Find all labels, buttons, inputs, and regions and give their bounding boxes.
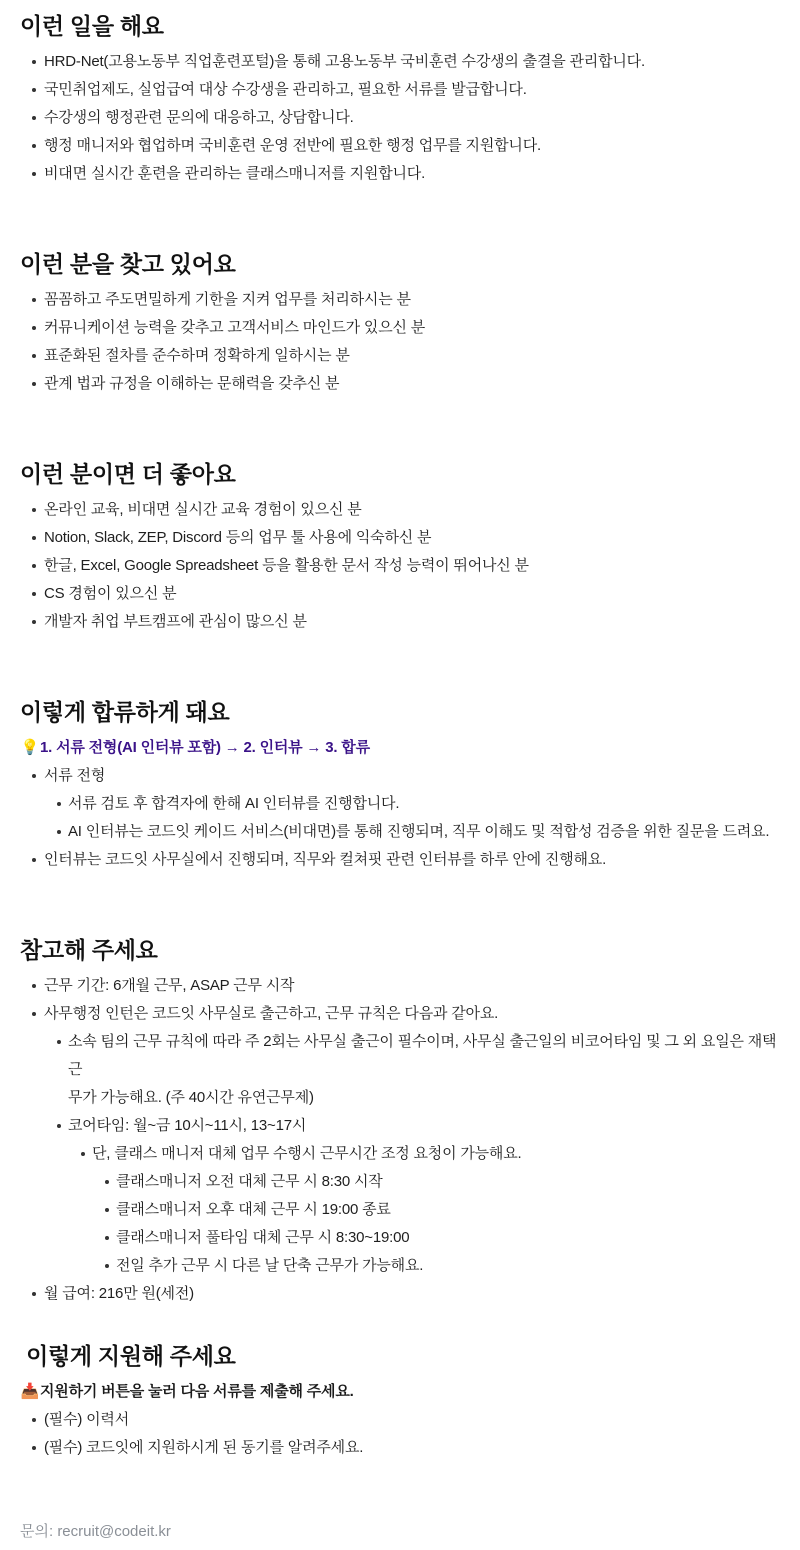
list-item: 온라인 교육, 비대면 실시간 교육 경험이 있으신 분 <box>20 496 780 524</box>
list-item: 관계 법과 규정을 이해하는 문해력을 갖추신 분 <box>20 370 780 398</box>
list-item: 표준화된 절차를 준수하며 정확하게 일하시는 분 <box>20 342 780 370</box>
list-item: 서류 검토 후 합격자에 한해 AI 인터뷰를 진행합니다. <box>20 790 780 818</box>
list-item: 수강생의 행정관련 문의에 대응하고, 상담합니다. <box>20 104 780 132</box>
preferred-section <box>20 458 780 636</box>
list-item: 개발자 취업 부트캠프에 관심이 많으신 분 <box>20 608 780 636</box>
process-list <box>20 762 780 874</box>
notes-list <box>20 972 780 1308</box>
list-item: 서류 전형 <box>20 762 780 790</box>
lightbulb-icon: 💡 <box>20 739 40 756</box>
list-item: AI 인터뷰는 코드잇 케이드 서비스(비대면)를 통해 진행되며, 직무 이해도 및 적합성 검증을 위한 질문을 드려요. <box>20 818 780 846</box>
list-item: 월 급여: 216만 원(세전) <box>20 1280 780 1308</box>
inbox-tray-icon: 📥 <box>20 1383 40 1400</box>
apply-list <box>20 1406 780 1462</box>
list-item: 한글, Excel, Google Spreadsheet 등을 활용한 문서 작성 능력이 뛰어나신 분 <box>20 552 780 580</box>
list-item: Notion, Slack, ZEP, Discord 등의 업무 툴 사용에 익숙하신 분 <box>20 524 780 552</box>
list-item: 클래스매니저 오전 대체 근무 시 8:30 시작 <box>20 1168 780 1196</box>
list-item: 인터뷰는 코드잇 사무실에서 진행되며, 직무와 컬쳐핏 관련 인터뷰를 하루 안에 진행해요. <box>20 846 780 874</box>
list-item: CS 경험이 있으신 분 <box>20 580 780 608</box>
apply-callout <box>20 1378 780 1406</box>
preferred-list <box>20 496 780 636</box>
requirements-heading: 이런 분을 찾고 있어요 <box>20 251 236 277</box>
list-item: 행정 매니저와 협업하며 국비훈련 운영 전반에 필요한 행정 업무를 지원합니다. <box>20 132 780 160</box>
requirements-list <box>20 286 780 398</box>
duties-section <box>20 10 780 188</box>
list-item: 클래스매니저 오후 대체 근무 시 19:00 종료 <box>20 1196 780 1224</box>
office-rule-line: 소속 팀의 근무 규칙에 따라 주 2회는 사무실 출근이 필수이며, 사무실 출근일의 비코어타임 및 그 외 요일은 재택근 <box>68 1033 777 1078</box>
list-item: 클래스매니저 풀타임 대체 근무 시 8:30~19:00 <box>20 1224 780 1252</box>
process-section <box>20 696 780 874</box>
notes-section <box>20 934 780 1308</box>
duties-list <box>20 48 780 188</box>
notes-heading: 참고해 주세요 <box>20 937 158 963</box>
process-callout <box>20 734 780 762</box>
list-item: 커뮤니케이션 능력을 갖추고 고객서비스 마인드가 있으신 분 <box>20 314 780 342</box>
contact-footer[interactable]: 문의: recruit@codeit.kr <box>20 1523 171 1540</box>
list-item: 꼼꼼하고 주도면밀하게 기한을 지켜 업무를 처리하시는 분 <box>20 286 780 314</box>
apply-instruction-text: 지원하기 버튼을 눌러 다음 서류를 제출해 주세요. <box>40 1383 354 1400</box>
list-item: (필수) 코드잇에 지원하시게 된 동기를 알려주세요. <box>20 1434 780 1462</box>
list-item: 전일 추가 근무 시 다른 날 단축 근무가 가능해요. <box>20 1252 780 1280</box>
process-steps-text: 1. 서류 전형(AI 인터뷰 포함) → 2. 인터뷰 → 3. 합류 <box>40 739 370 756</box>
list-item: 근무 기간: 6개월 근무, ASAP 근무 시작 <box>20 972 780 1000</box>
preferred-heading: 이런 분이면 더 좋아요 <box>20 461 236 487</box>
list-item: 사무행정 인턴은 코드잇 사무실로 출근하고, 근무 규칙은 다음과 같아요. <box>20 1000 780 1028</box>
requirements-section <box>20 248 780 398</box>
list-item: 비대면 실시간 훈련을 관리하는 클래스매니저를 지원합니다. <box>20 160 780 188</box>
process-heading: 이렇게 합류하게 돼요 <box>20 699 230 725</box>
list-item: HRD-Net(고용노동부 직업훈련포털)을 통해 고용노동부 국비훈련 수강생의 출결을 관리합니다. <box>20 48 780 76</box>
list-item: 단, 클래스 매니저 대체 업무 수행시 근무시간 조정 요청이 가능해요. <box>20 1140 780 1168</box>
apply-section <box>20 1340 780 1462</box>
duties-heading: 이런 일을 해요 <box>20 13 164 39</box>
list-item: 국민취업제도, 실업급여 대상 수강생을 관리하고, 필요한 서류를 발급합니다. <box>20 76 780 104</box>
office-rule-line: 무가 가능해요. (주 40시간 유연근무제) <box>68 1089 314 1106</box>
apply-heading: 이렇게 지원해 주세요 <box>20 1343 236 1369</box>
list-item: (필수) 이력서 <box>20 1406 780 1434</box>
list-item: 코어타임: 월~금 10시~11시, 13~17시 <box>20 1112 780 1140</box>
list-item <box>20 1028 780 1112</box>
